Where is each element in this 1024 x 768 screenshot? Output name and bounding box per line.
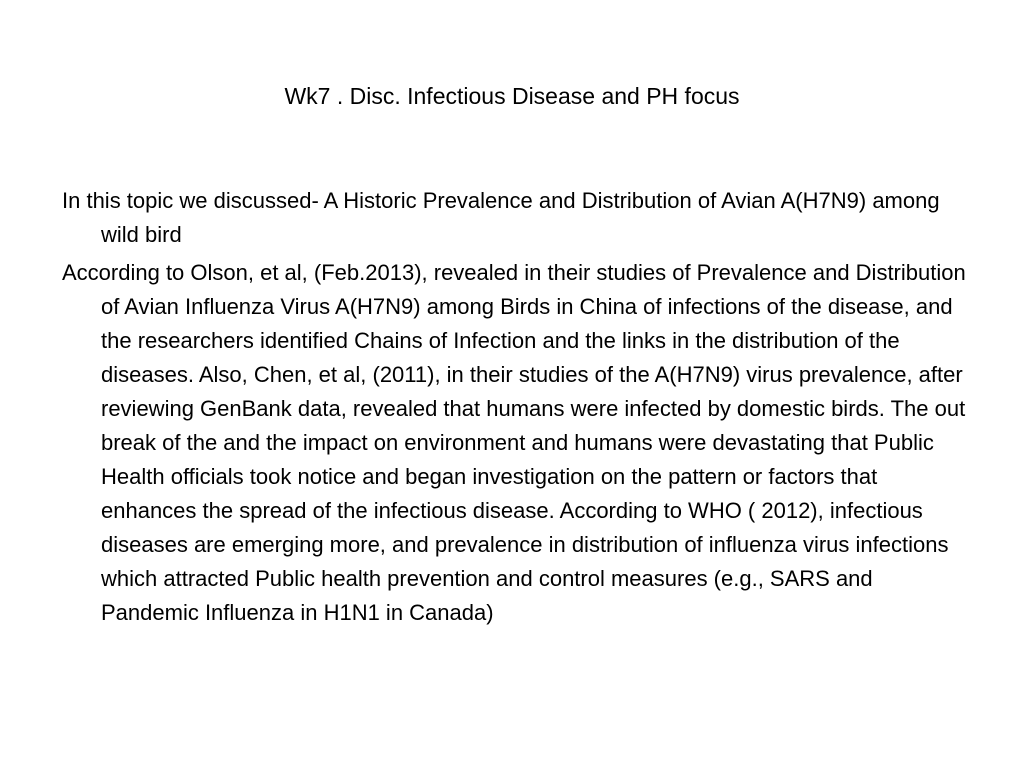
slide-body: [62, 184, 972, 634]
body-paragraph-intro: In this topic we discussed- A Historic Prevalence and Distribution of Avian A(H7N9) among wild bird: [62, 188, 940, 247]
slide-title: Wk7 . Disc. Infectious Disease and PH focus: [284, 83, 740, 109]
body-paragraph-discussion: According to Olson, et al, (Feb.2013), revealed in their studies of Prevalence and Distribution of Avian Influenza Virus A(H7N9) among Birds in China of infections of the disease, and the researchers identified Chains of Infection and the links in the distribution of the diseases. Also, Chen, et al, (2011), in their studies of the A(H7N9) virus prevalence, after reviewing GenBank data, revealed that humans were infected by domestic birds. The out break of the and the impact on environment and humans were devastating that Public Health officials took notice and began investigation on the pattern or factors that enhances the spread of the infectious disease. According to WHO ( 2012), infectious diseases are emerging more, and prevalence in distribution of influenza virus infections which attracted Public health prevention and control measures (e.g., SARS and Pandemic Influenza in H1N1 in Canada): [62, 260, 966, 625]
